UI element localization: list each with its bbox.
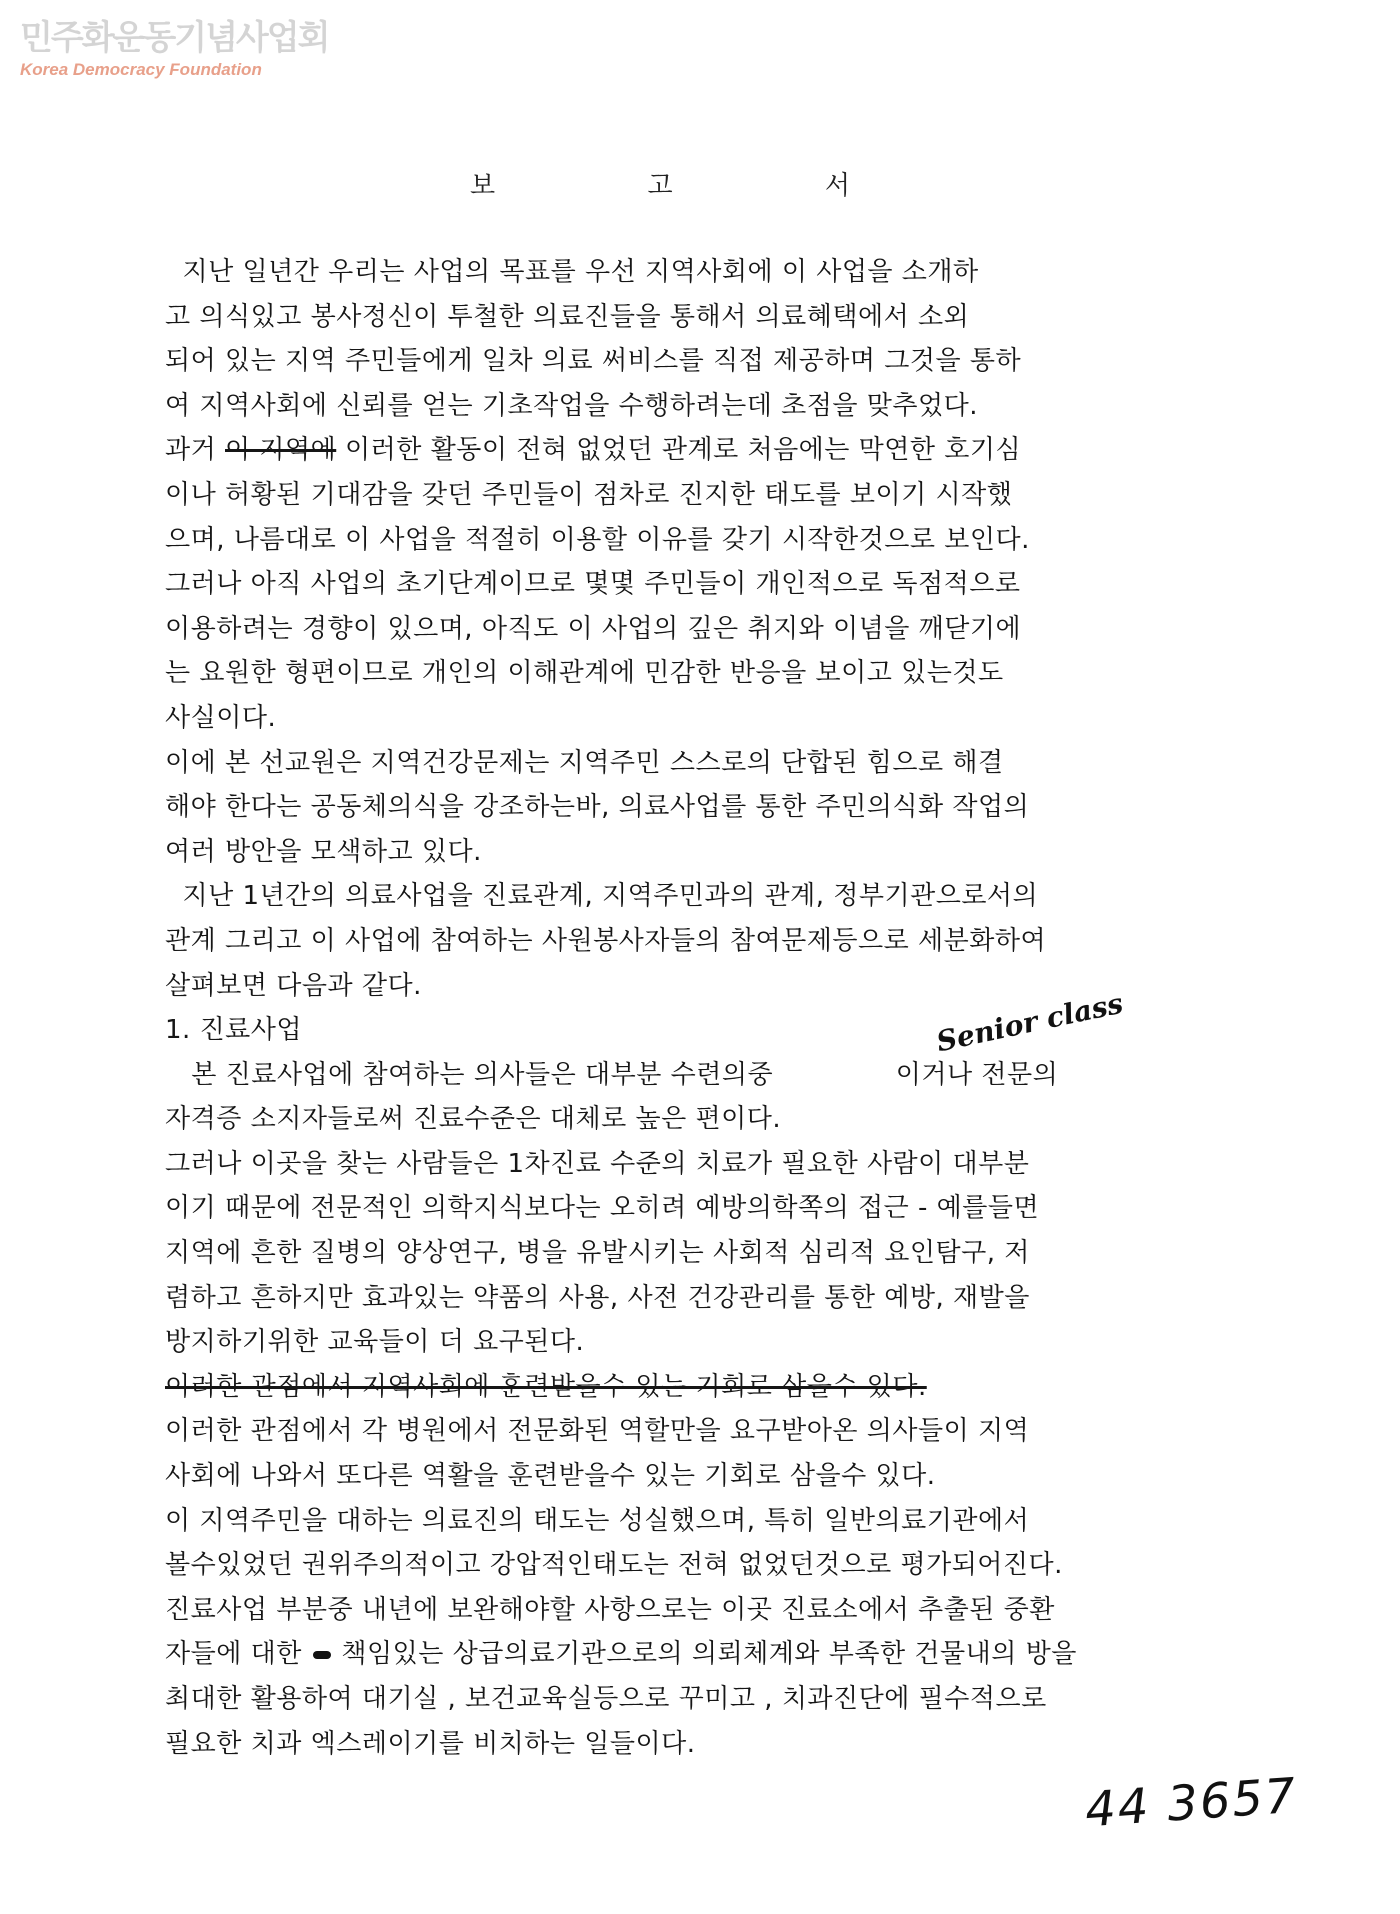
- report-line: 사실이다.: [165, 702, 277, 733]
- title-char: 보: [470, 171, 496, 201]
- report-line: 으며, 나름대로 이 사업을 적절히 이용할 이유를 갖기 시작한것으로 보인다.: [165, 524, 1030, 555]
- handwritten-note: Senior class: [933, 986, 1126, 1059]
- report-line: 방지하기위한 교육들이 더 요구된다.: [165, 1327, 585, 1358]
- report-line: 지난 일년간 우리는 사업의 목표를 우선 지역사회에 이 사업을 소개하: [165, 257, 979, 287]
- document-title: [470, 165, 850, 202]
- report-line: 살펴보면 다음과 같다.: [165, 970, 422, 1001]
- handwritten-document-number: 44 3657: [1083, 1767, 1300, 1839]
- report-line: 최대한 활용하여 대기실 , 보건교육실등으로 꾸미고 , 치과진단에 필수적으로: [165, 1684, 1047, 1714]
- report-line: 이기 때문에 전문적인 의학지식보다는 오히려 예방의학쪽의 접근 - 예를들면: [165, 1193, 1040, 1224]
- report-line: 고 의식있고 봉사정신이 투철한 의료진들을 통해서 의료혜택에서 소외: [165, 301, 970, 332]
- report-line: 그러나 아직 사업의 초기단계이므로 몇몇 주민들이 개인적으로 독점적으로: [165, 569, 1021, 600]
- report-line: 사회에 나와서 또다른 역활을 훈련받을수 있는 기회로 삼을수 있다.: [165, 1461, 936, 1492]
- struck-text: 이러한 관점에서 지역사회에 훈련받을수 있는 기회로 삼을수 있다.: [165, 1371, 927, 1402]
- report-line: 본 진료사업에 참여하는 의사들은 대부분 수련의중 이거나 전문의: [165, 1059, 1059, 1090]
- report-line: 여 지역사회에 신뢰를 얻는 기초작업을 수행하려는데 초점을 맞추었다.: [165, 390, 978, 421]
- report-line: 이러한 관점에서 각 병원에서 전문화된 역할만을 요구받아온 의사들이 지역: [165, 1416, 1030, 1447]
- report-line: 여러 방안을 모색하고 있다.: [165, 836, 482, 867]
- report-line: 1. 진료사업: [165, 1015, 303, 1046]
- ink-mark: [313, 1651, 331, 1659]
- report-line: 는 요원한 형편이므로 개인의 이해관계에 민감한 반응을 보이고 있는것도: [165, 658, 1004, 689]
- report-line: 이 지역주민을 대하는 의료진의 태도는 성실했으며, 특히 일반의료기관에서: [165, 1505, 1030, 1536]
- report-line: 이에 본 선교원은 지역건강문제는 지역주민 스스로의 단합된 힘으로 해결: [165, 747, 1004, 778]
- report-line: 진료사업 부분중 내년에 보완해야할 사항으로는 이곳 진료소에서 추출된 중환: [165, 1594, 1055, 1625]
- report-line: 해야 한다는 공동체의식을 강조하는바, 의료사업를 통한 주민의식화 작업의: [165, 792, 1030, 823]
- report-line: 관계 그리고 이 사업에 참여하는 사원봉사자들의 참여문제등으로 세분화하여: [165, 925, 1047, 956]
- foundation-watermark: [20, 18, 328, 80]
- report-line: 되어 있는 지역 주민들에게 일차 의료 써비스를 직접 제공하며 그것을 통하: [165, 346, 1022, 377]
- watermark-korean: 민주화운동기념사업회: [20, 18, 329, 58]
- title-char: 서: [824, 171, 850, 201]
- report-line: 렴하고 흔하지만 효과있는 약품의 사용, 사전 건강관리를 통한 예방, 재발을: [165, 1282, 1030, 1313]
- report-line: [165, 1365, 1280, 1410]
- report-line: 이용하려는 경향이 있으며, 아직도 이 사업의 깊은 취지와 이념을 깨닫기에: [165, 613, 1022, 644]
- report-line: 지역에 흔한 질병의 양상연구, 병을 유발시키는 사회적 심리적 요인탐구, 저: [165, 1238, 1030, 1269]
- report-line: 자격증 소지자들로써 진료수준은 대체로 높은 편이다.: [165, 1104, 782, 1135]
- report-line: 이나 허황된 기대감을 갖던 주민들이 점차로 진지한 태도를 보이기 시작했: [165, 479, 1013, 510]
- report-line: 지난 1년간의 의료사업을 진료관계, 지역주민과의 관계, 정부기관으로서의: [165, 881, 1039, 912]
- watermark-english: Korea Democracy Foundation: [20, 60, 262, 79]
- report-line: 볼수있었던 권위주의적이고 강압적인태도는 전혀 없었던것으로 평가되어진다.: [165, 1550, 1063, 1581]
- report-line: 과거 이 지역에 이러한 활동이 전혀 없었던 관계로 처음에는 막연한 호기심: [165, 435, 1022, 466]
- struck-text: 이 지역에: [225, 435, 337, 466]
- title-char: 고: [647, 171, 673, 201]
- report-line: 필요한 치과 엑스레이기를 비치하는 일들이다.: [165, 1728, 696, 1759]
- report-line: 자들에 대한 책임있는 상급의료기관으로의 의뢰체계와 부족한 건물내의 방을: [165, 1639, 1077, 1670]
- report-line: 그러나 이곳을 찾는 사람들은 1차진료 수준의 치료가 필요한 사람이 대부분: [165, 1148, 1030, 1179]
